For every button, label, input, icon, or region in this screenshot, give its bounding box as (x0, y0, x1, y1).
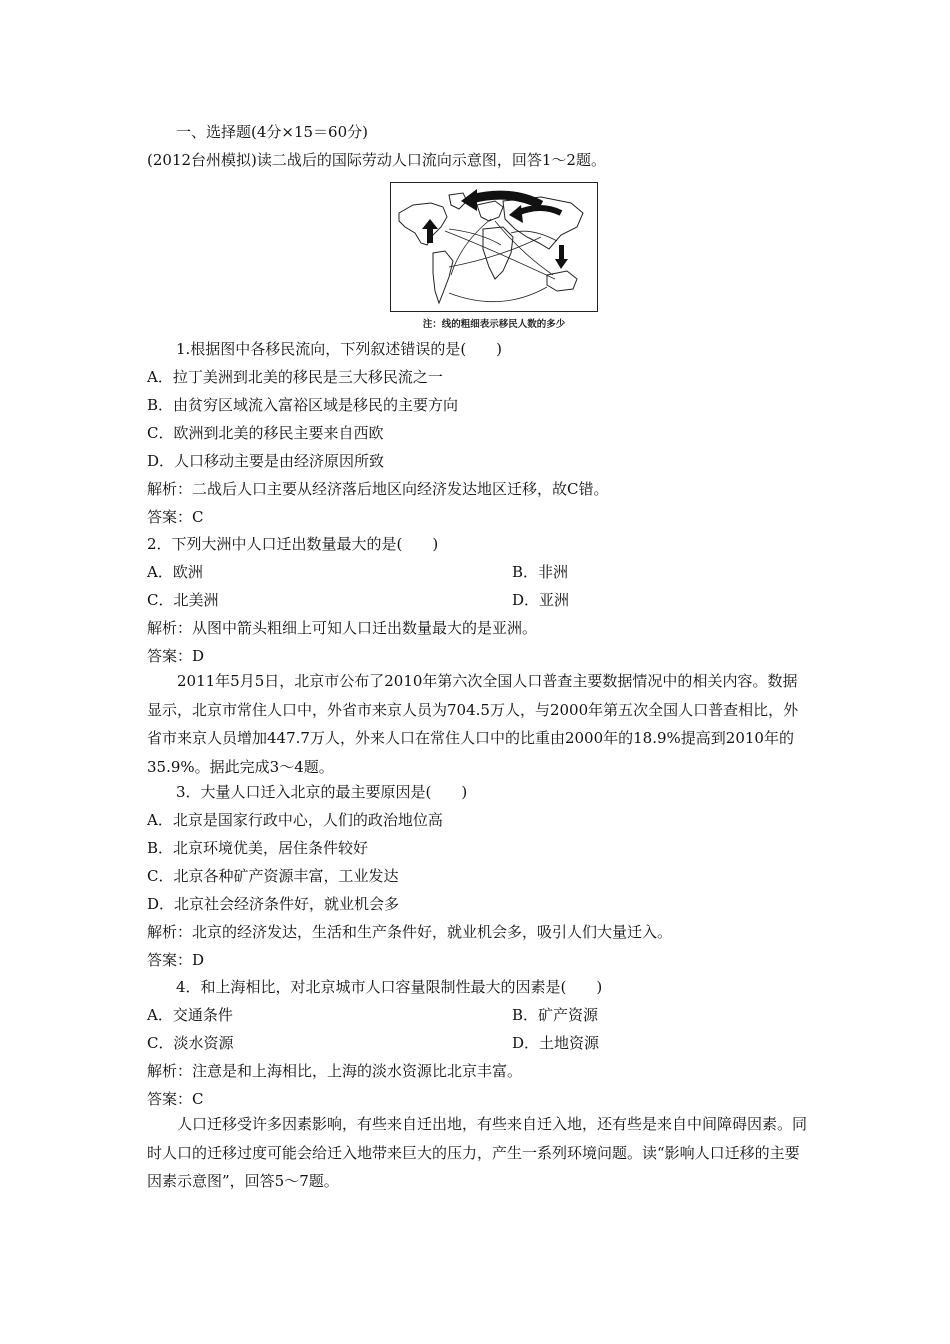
question-1-answer: 答案：C (147, 508, 204, 526)
question-3-analysis: 解析：北京的经济发达，生活和生产条件好，就业机会多，吸引人们大量迁入。 (147, 923, 673, 941)
intro-question-3-4: 2011年5月5日，北京市公布了2010年第六次全国人口普查主要数据情况中的相关内容。数据显示，北京市常住人口中，外省市来京人员为704.5万人，与2000年第五次全国人口普查相比，外省市来京人员增加447.7万人，外来人口在常住人口中的比重由2000年的18.9%提高到2010年的35.9%。据此完成3～4题。 (147, 672, 799, 776)
question-4-analysis: 解析：注意是和上海相比，上海的淡水资源比北京丰富。 (147, 1062, 523, 1080)
migration-map-figure (390, 182, 598, 312)
question-2-stem: 2．下列大洲中人口迁出数量最大的是( ) (147, 535, 439, 553)
question-4-stem: 4．和上海相比，对北京城市人口容量限制性最大的因素是( ) (176, 978, 603, 996)
question-2-option-a: A．欧洲 (147, 563, 203, 581)
question-2-option-d: D．亚洲 (512, 591, 570, 609)
question-3-option-c: C．北京各种矿产资源丰富，工业发达 (147, 867, 399, 885)
question-3-option-a: A．北京是国家行政中心，人们的政治地位高 (147, 811, 443, 829)
figure-caption: 注：线的粗细表示移民人数的多少 (422, 319, 566, 330)
question-4-option-b: B．矿产资源 (512, 1006, 599, 1024)
question-4-option-d: D．土地资源 (512, 1034, 600, 1052)
question-4-option-c: C．淡水资源 (147, 1034, 234, 1052)
question-1-option-a: A．拉丁美洲到北美的移民是三大移民流之一 (147, 368, 443, 386)
question-1-option-c: C．欧洲到北美的移民主要来自西欧 (147, 424, 384, 442)
question-3-option-b: B．北京环境优美，居住条件较好 (147, 839, 369, 857)
question-3-stem: 3．大量人口迁入北京的最主要原因是( ) (176, 783, 468, 801)
question-2-analysis: 解析：从图中箭头粗细上可知人口迁出数量最大的是亚洲。 (147, 619, 538, 637)
question-2-option-c: C．北美洲 (147, 591, 219, 609)
question-1-option-b: B．由贫穷区域流入富裕区域是移民的主要方向 (147, 396, 459, 414)
question-1-option-d: D．人口移动主要是由经济原因所致 (147, 452, 385, 470)
section-title: 一、选择题(4分×15＝60分) (176, 123, 368, 141)
question-3-answer: 答案：D (147, 951, 205, 969)
question-2-option-b: B．非洲 (512, 563, 569, 581)
question-4-answer: 答案：C (147, 1090, 204, 1108)
question-1-analysis: 解析：二战后人口主要从经济落后地区向经济发达地区迁移，故C错。 (147, 480, 609, 498)
question-4-option-a: A．交通条件 (147, 1006, 233, 1024)
intro-question-5-7: 人口迁移受许多因素影响，有些来自迁出地，有些来自迁入地，还有些是来自中间障碍因素。同时人口的迁移过度可能会给迁入地带来巨大的压力，产生一系列环境问题。读“影响人口迁移的主要因素示意图”，回答5～7题。 (147, 1115, 808, 1190)
world-map-icon (391, 183, 597, 311)
question-1-stem: 1.根据图中各移民流向，下列叙述错误的是( ) (176, 340, 503, 358)
question-3-option-d: D．北京社会经济条件好，就业机会多 (147, 895, 400, 913)
intro-question-1-2: (2012台州模拟)读二战后的国际劳动人口流向示意图，回答1～2题。 (147, 151, 606, 169)
question-2-answer: 答案：D (147, 647, 205, 665)
